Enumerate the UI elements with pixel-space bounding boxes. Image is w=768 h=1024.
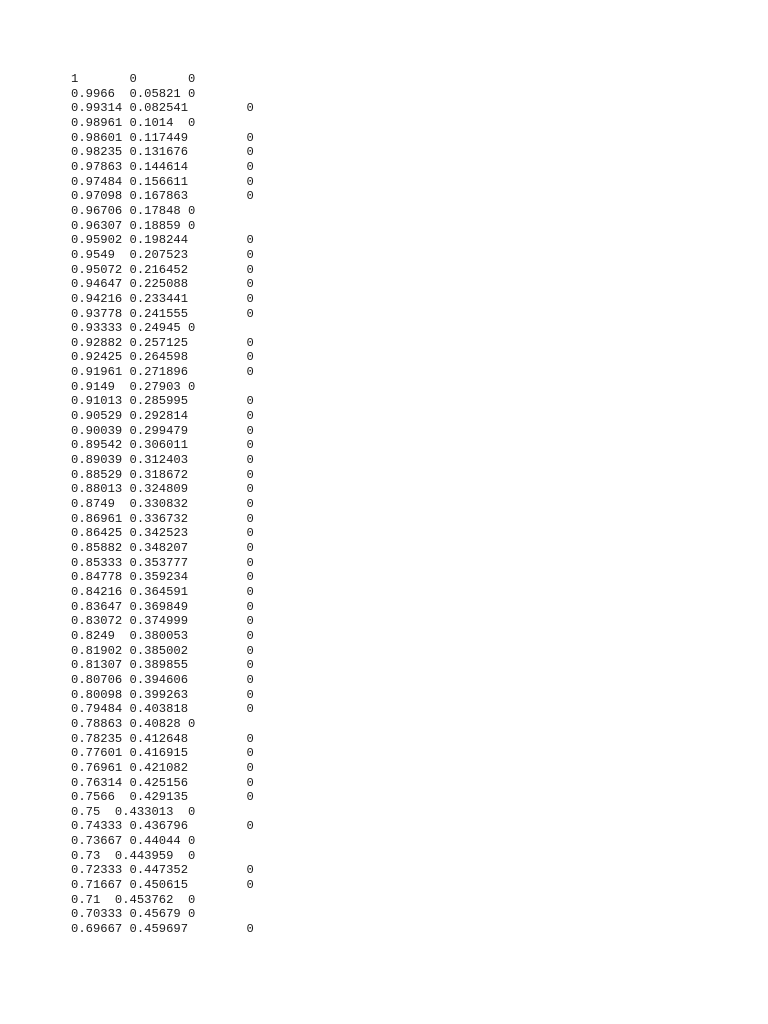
data-row: 0.95902 0.198244 0	[71, 233, 254, 248]
data-listing	[71, 72, 254, 937]
data-row: 0.85333 0.353777 0	[71, 555, 254, 570]
data-row: 0.71 0.453762 0	[71, 892, 196, 907]
data-row: 0.96307 0.18859 0	[71, 218, 196, 233]
data-row: 0.88529 0.318672 0	[71, 467, 254, 482]
data-row: 0.74333 0.436796 0	[71, 819, 254, 834]
data-row: 0.84778 0.359234 0	[71, 570, 254, 585]
data-row: 0.89542 0.306011 0	[71, 438, 254, 453]
data-row: 1 0 0	[71, 72, 196, 86]
data-row: 0.80706 0.394606 0	[71, 672, 254, 687]
data-row: 0.92882 0.257125 0	[71, 335, 254, 350]
data-row: 0.98961 0.1014 0	[71, 115, 196, 130]
data-row: 0.79484 0.403818 0	[71, 702, 254, 717]
data-row: 0.95072 0.216452 0	[71, 262, 254, 277]
data-row: 0.97098 0.167863 0	[71, 189, 254, 204]
data-row: 0.76961 0.421082 0	[71, 760, 254, 775]
data-row: 0.90529 0.292814 0	[71, 409, 254, 424]
data-row: 0.98601 0.117449 0	[71, 130, 254, 145]
data-row: 0.89039 0.312403 0	[71, 453, 254, 468]
data-row: 0.85882 0.348207 0	[71, 541, 254, 555]
data-row: 0.88013 0.324809 0	[71, 482, 254, 497]
data-row: 0.80098 0.399263 0	[71, 687, 254, 702]
data-row: 0.9549 0.207523 0	[71, 247, 254, 262]
data-row: 0.86961 0.336732 0	[71, 511, 254, 526]
data-row: 0.90039 0.299479 0	[71, 423, 254, 438]
data-row: 0.76314 0.425156 0	[71, 775, 254, 790]
data-row: 0.72333 0.447352 0	[71, 863, 254, 878]
data-row: 0.78235 0.412648 0	[71, 731, 254, 746]
data-row: 0.84216 0.364591 0	[71, 584, 254, 599]
data-row: 0.69667 0.459697 0	[71, 922, 254, 937]
data-row: 0.83072 0.374999 0	[71, 614, 254, 629]
data-row: 0.75 0.433013 0	[71, 804, 196, 819]
data-row: 0.70333 0.45679 0	[71, 907, 196, 922]
data-row: 0.92425 0.264598 0	[71, 350, 254, 365]
data-row: 0.8749 0.330832 0	[71, 497, 254, 512]
data-row: 0.77601 0.416915 0	[71, 746, 254, 761]
data-row: 0.73667 0.44044 0	[71, 834, 196, 849]
data-row: 0.97484 0.156611 0	[71, 174, 254, 189]
data-row: 0.93778 0.241555 0	[71, 306, 254, 321]
data-row: 0.86425 0.342523 0	[71, 526, 254, 541]
data-row: 0.91013 0.285995 0	[71, 394, 254, 409]
data-row: 0.83647 0.369849 0	[71, 599, 254, 614]
data-row: 0.7566 0.429135 0	[71, 790, 254, 805]
data-row: 0.94216 0.233441 0	[71, 291, 254, 306]
data-row: 0.73 0.443959 0	[71, 848, 196, 863]
data-row: 0.99314 0.082541 0	[71, 101, 254, 116]
data-row: 0.91961 0.271896 0	[71, 365, 254, 380]
data-row: 0.94647 0.225088 0	[71, 277, 254, 292]
data-row: 0.9966 0.05821 0	[71, 86, 196, 101]
data-row: 0.81307 0.389855 0	[71, 658, 254, 673]
data-row: 0.81902 0.385002 0	[71, 643, 254, 658]
data-row: 0.96706 0.17848 0	[71, 203, 196, 218]
data-row: 0.9149 0.27903 0	[71, 379, 196, 394]
data-row: 0.71667 0.450615 0	[71, 878, 254, 893]
data-row: 0.97863 0.144614 0	[71, 159, 254, 174]
data-row: 0.98235 0.131676 0	[71, 145, 254, 160]
data-row: 0.78863 0.40828 0	[71, 716, 196, 731]
data-row: 0.93333 0.24945 0	[71, 321, 196, 336]
data-row: 0.8249 0.380053 0	[71, 628, 254, 643]
